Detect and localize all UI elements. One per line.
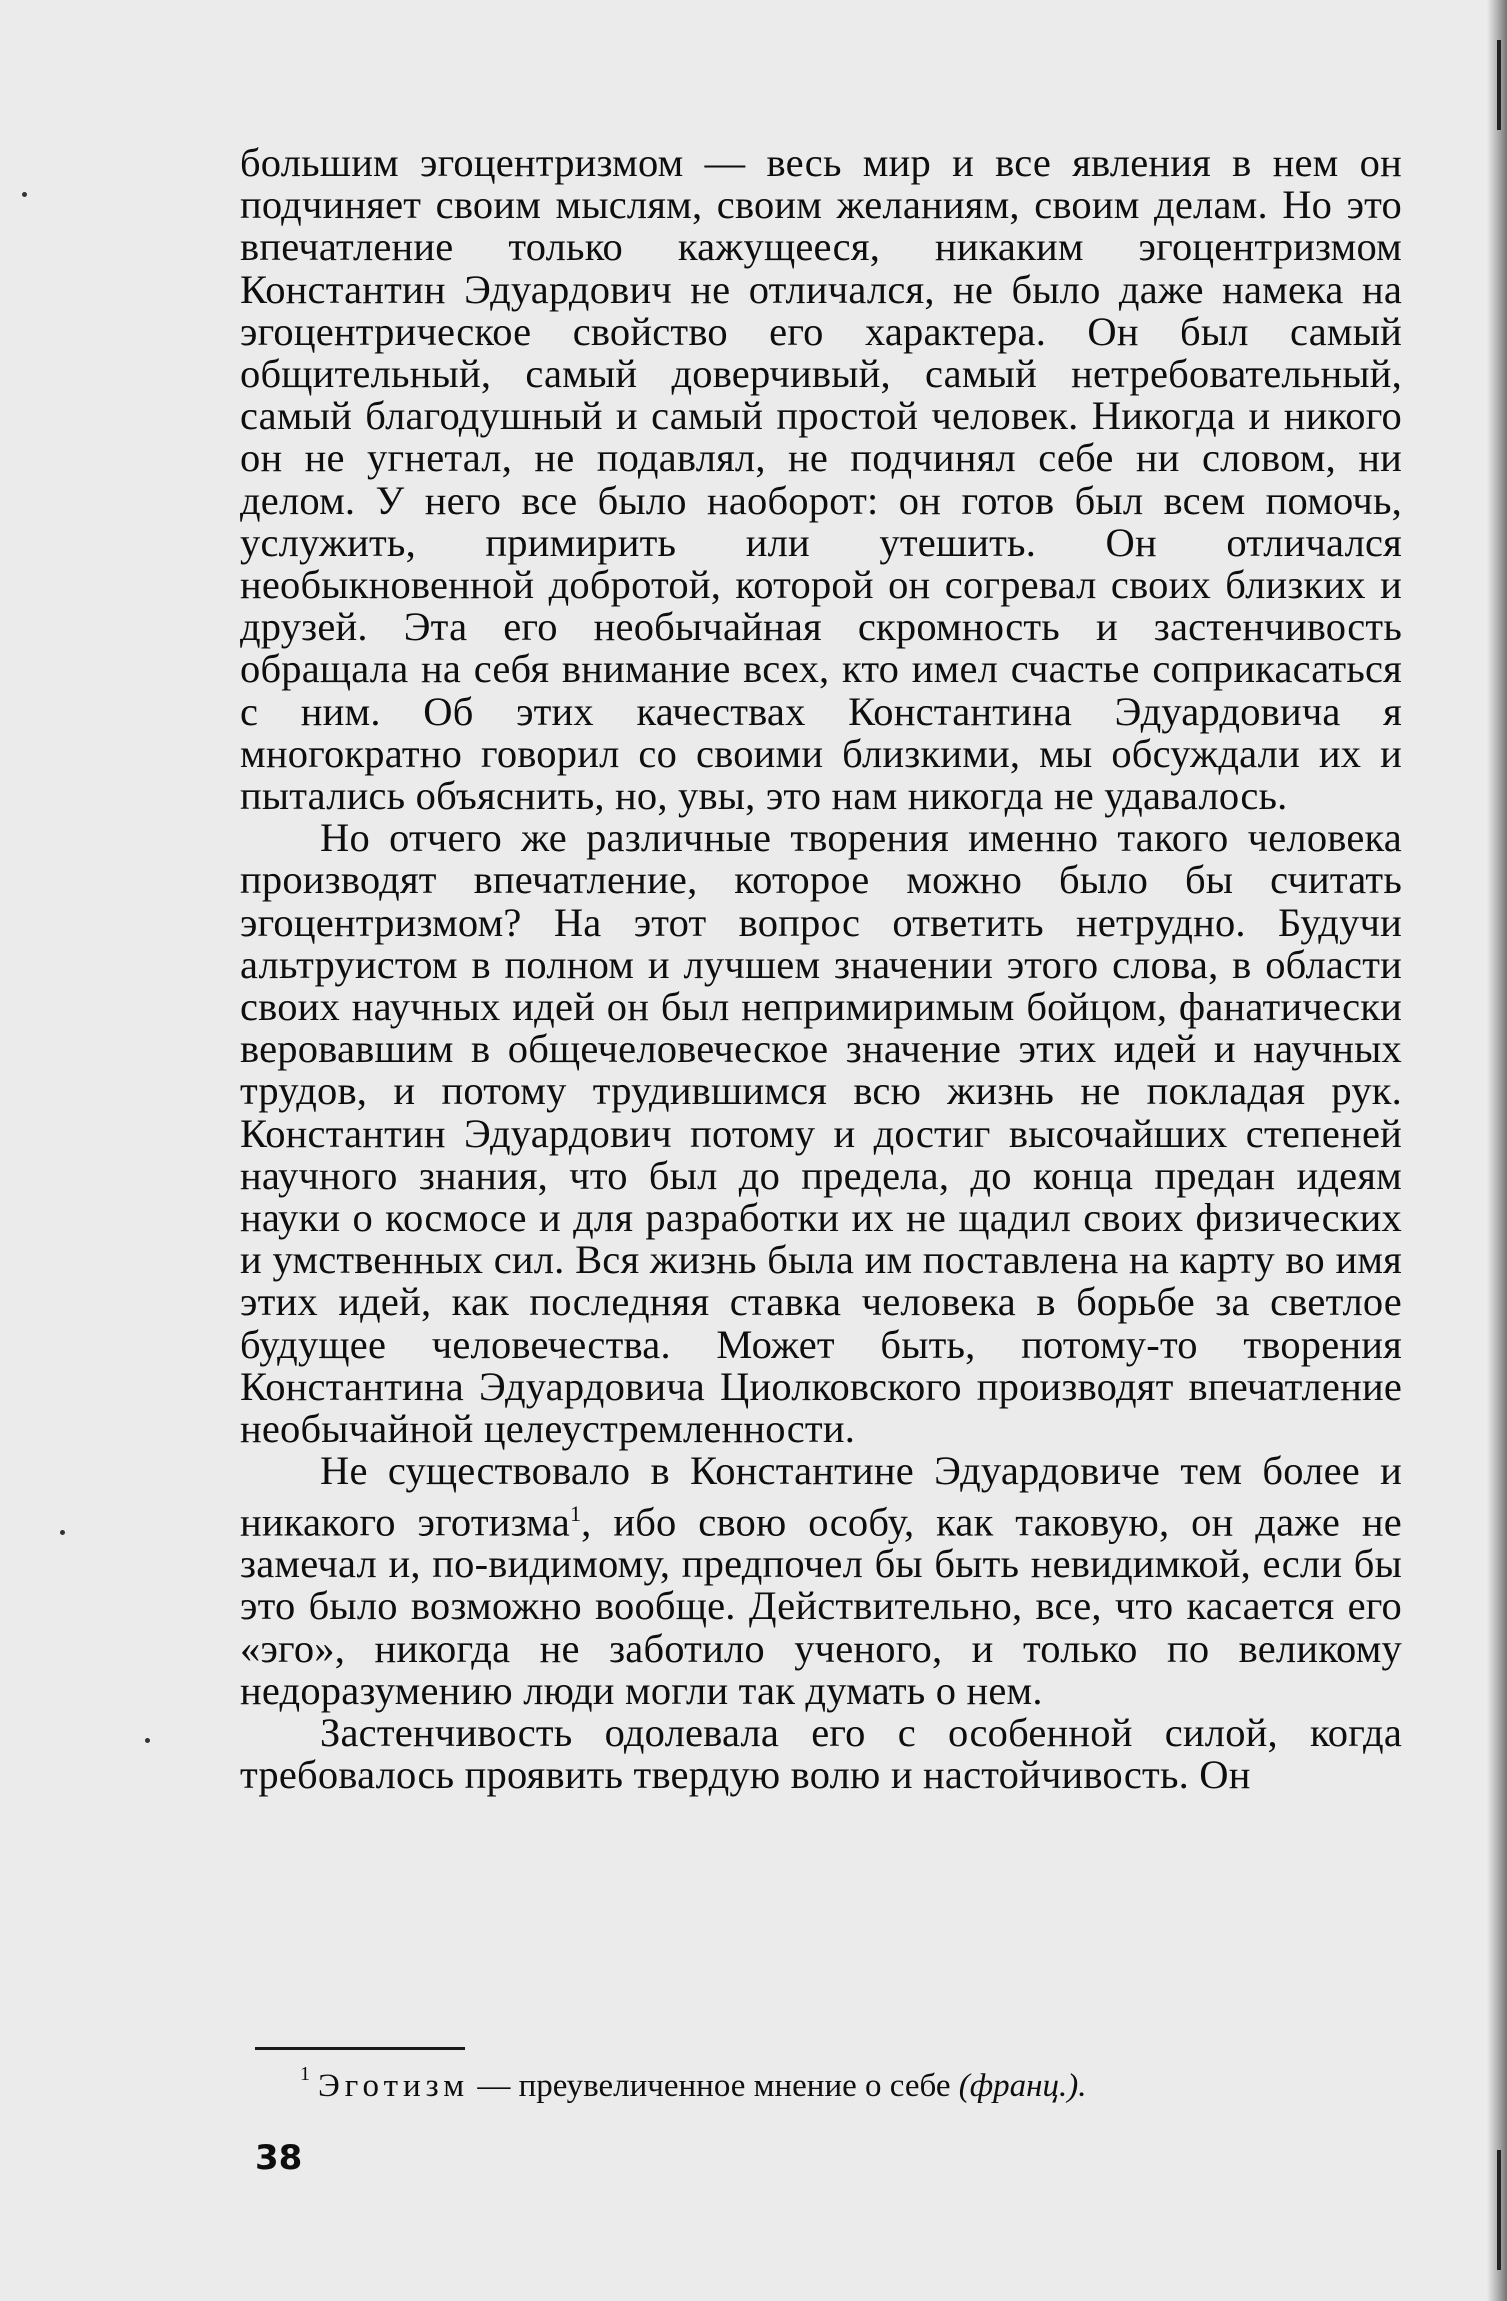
- paragraph-3-before: Не существовало в Константине Эдуардовиче тем более и никакого эготизма: [240, 1448, 1402, 1544]
- scan-edge-mark: [1497, 40, 1501, 130]
- footnote: [300, 2058, 1087, 2106]
- paragraph-1: большим эгоцентризмом — весь мир и все явления в нем он подчиняет своим мыслям, своим желаниям, своим делам. Но это впечатление только кажущееся, никаким эгоцентризмом Константин Эдуардович не отличался, не было даже намека на эгоцентрическое свойство его характера. Он был самый общительный, самый доверчивый, самый нетребовательный, самый благодушный и самый простой человек. Никогда и никого он не угнетал, не подавлял, не подчинял себе ни словом, ни делом. У него все было наоборот: он готов был всем помочь, услужить, примирить или утешить. Он отличался необыкновенной добротой, которой он согревал своих близких и друзей. Эта его необычайная скромность и застенчивость обращала на себя внимание всех, кто имел счастье соприкасаться с ним. Об этих качествах Константина Эдуардовича я многократно говорил со своими близкими, мы обсуждали их и пытались объяснить, но, увы, это нам никогда не удавалось.: [240, 140, 1402, 819]
- footnote-separator: [255, 2047, 465, 2050]
- footnote-reference: 1: [569, 1500, 582, 1526]
- scan-speck: [60, 1530, 65, 1535]
- page-edge-shadow: [1487, 0, 1507, 2301]
- paragraph-3: [240, 1450, 1402, 1712]
- scan-speck: [22, 192, 27, 197]
- scan-speck: [145, 1738, 150, 1743]
- footnote-term: Эготизм: [318, 2068, 470, 2104]
- body-text: [240, 142, 1402, 1796]
- scan-edge-mark: [1497, 2150, 1501, 2270]
- footnote-definition: — преувеличенное мнение о себе: [469, 2068, 959, 2104]
- footnote-mark: 1: [300, 2063, 310, 2085]
- page-number: 38: [255, 2138, 303, 2178]
- paragraph-4: Застенчивость одолевала его с особенной силой, когда требовалось проявить твердую волю и настойчивость. Он: [240, 1710, 1402, 1798]
- paragraph-3-after: , ибо свою особу, как таковую, он даже не замечал и, по-видимому, предпочел бы быть невидимкой, если бы это было возможно вообще. Действительно, все, что касается его «эго», никогда не заботило ученого, и только по великому недоразумению люди могли так думать о нем.: [240, 1499, 1402, 1713]
- footnote-source: (франц.).: [958, 2068, 1087, 2104]
- paragraph-2: Но отчего же различные творения именно такого человека производят впечатление, которое можно было бы считать эгоцентризмом? На этот вопрос ответить нетрудно. Будучи альтруистом в полном и лучшем значении этого слова, в области своих научных идей он был непримиримым бойцом, фанатически веровавшим в общечеловеческое значение этих идей и научных трудов, и потому трудившимся всю жизнь не покладая рук. Константин Эдуардович потому и достиг высочайших степеней научного знания, что был до предела, до конца предан идеям науки о космосе и для разработки их не щадил своих физических и умственных сил. Вся жизнь была им поставлена на карту во имя этих идей, как последняя ставка человека в борьбе за светлое будущее человечества. Может быть, потому-то творения Константина Эдуардовича Циолковского производят впечатление необычайной целеустремленности.: [240, 815, 1402, 1452]
